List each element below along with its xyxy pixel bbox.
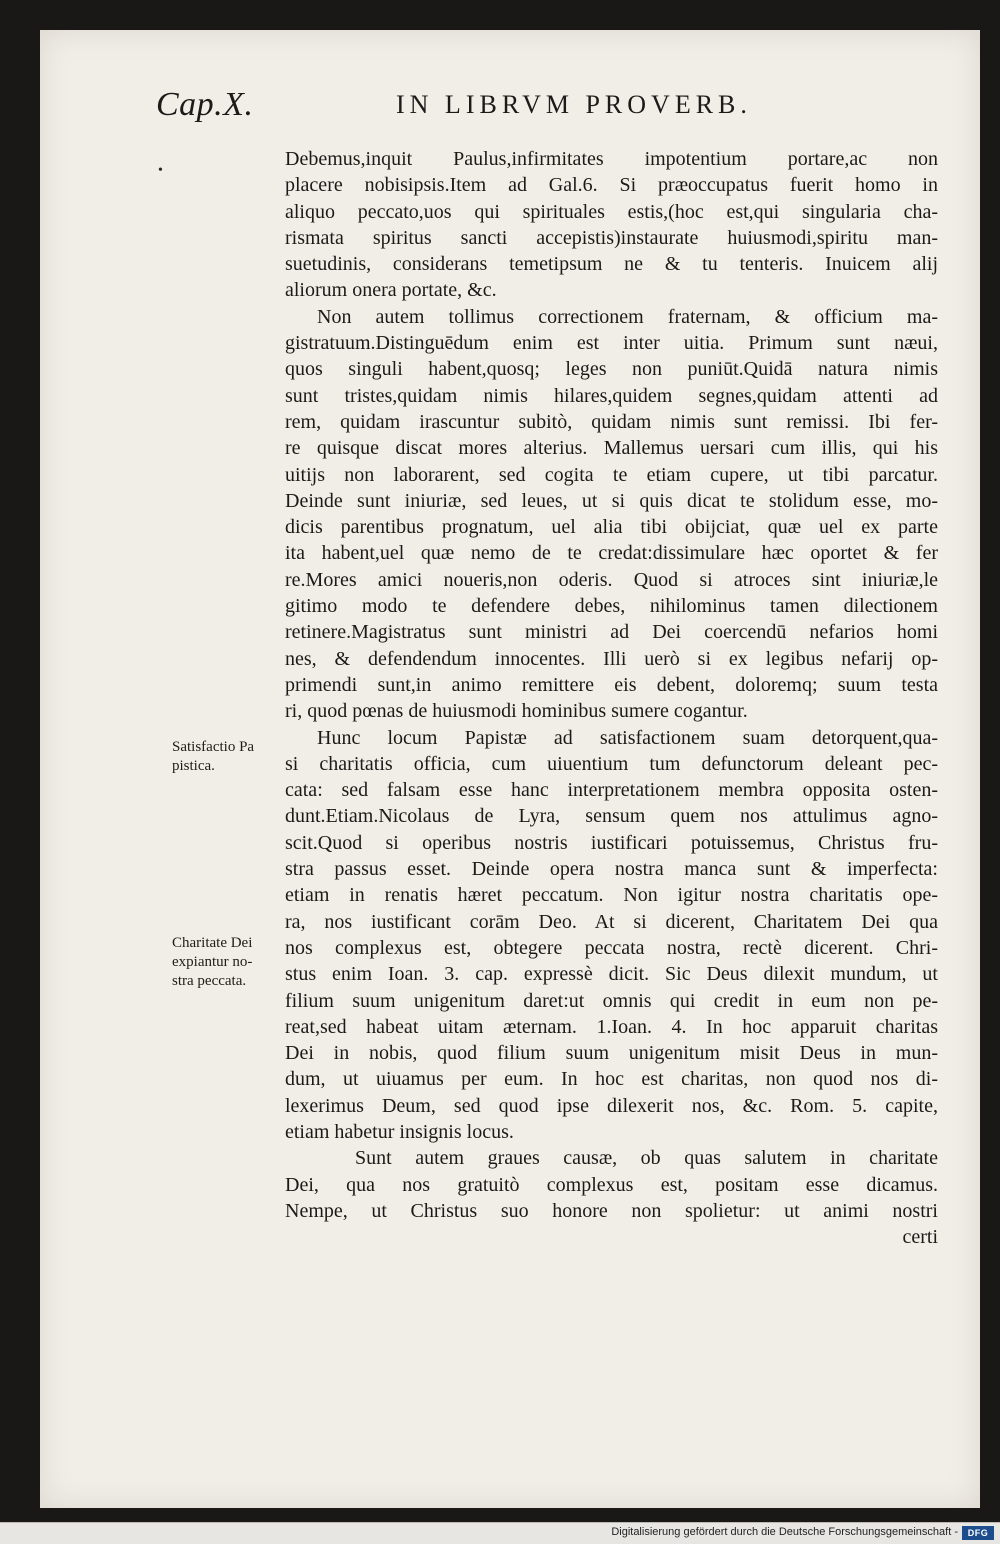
text-line: Nempe, ut Christus suo honore non spolietur: ut animi nostri [285, 1199, 938, 1222]
digitization-footer [0, 1522, 1000, 1544]
text-line: dunt.Etiam.Nicolaus de Lyra, sensum quem nos attulimus agno- [285, 805, 938, 828]
text-line: Dei in nobis, quod filium suum unigenitum misit Deus in mun- [285, 1042, 938, 1065]
margin-note-line: expiantur no- [172, 954, 253, 970]
page-header [126, 86, 886, 134]
margin-bullet: • [158, 163, 163, 178]
margin-note-line: pistica. [172, 758, 215, 774]
text-line: placere nobisipsis.Item ad Gal.6. Si præoccupatus fuerit homo in [285, 174, 938, 197]
text-line: ita habent,uel quæ nemo de te credat:dissimulare hæc oportet & fer [285, 542, 938, 565]
text-line: filium suum unigenitum daret:ut omnis qui credit in eum non pe- [285, 989, 938, 1012]
margin-note-line: Charitate Dei [172, 935, 253, 951]
text-line: etiam habetur insignis locus. [285, 1120, 514, 1143]
text-line: uitijs non laborarent, sed cogita te etiam cupere, ut tibi parcatur. [285, 463, 938, 486]
text-line: etiam in renatis hæret peccatum. Non igitur nostra charitatis ope- [285, 884, 938, 907]
text-line: dum, ut uiuamus per eum. In hoc est charitas, non quod nos di- [285, 1068, 938, 1091]
text-line: rismata spiritus sancti accepistis)instaurate huiusmodi,spiritu man- [285, 226, 938, 249]
text-line: stra passus esset. Deinde opera nostra manca sunt & imperfecta: [285, 858, 938, 881]
text-line: Dei, qua nos gratuitò complexus est, positam esse dicamus. [285, 1173, 938, 1196]
chapter-label: Cap.X. [156, 86, 254, 123]
text-line: aliquo peccato,uos qui spirituales estis,(hoc est,qui singularia cha- [285, 200, 938, 223]
text-line: certi [902, 1226, 938, 1249]
text-line: si charitatis officia, cum uiuentium tum defunctorum deleant pec- [285, 752, 938, 775]
margin-note-charitate [172, 934, 290, 991]
text-line: nes, & defendendum innocentes. Illi uerò si ex legibus nefarij op- [285, 647, 938, 670]
text-line: gistratuum.Distinguēdum enim est inter uitia. Primum sunt næui, [285, 332, 938, 355]
text-line: stus enim Ioan. 3. cap. expressè dicit. Sic Deus dilexit mundum, ut [285, 963, 938, 986]
dfg-logo: DFG [962, 1526, 994, 1540]
funding-credit: Digitalisierung gefördert durch die Deutsche Forschungsgemeinschaft - [611, 1526, 958, 1538]
text-line: dicis parentibus prognatum, uel alia tibi obijciat, quæ uel ex parte [285, 516, 938, 539]
text-line: Non autem tollimus correctionem fraternam, & officium ma- [317, 305, 938, 328]
text-line: rem, quidam irascuntur subitò, quidam nimis sunt remissi. Ibi fer- [285, 410, 938, 433]
text-line: ri, quod pœnas de huiusmodi hominibus sumere cogantur. [285, 700, 748, 723]
text-line: Debemus,inquit Paulus,infirmitates impotentium portare,ac non [285, 148, 938, 170]
text-line: reat,sed habeat uitam æternam. 1.Ioan. 4. In hoc apparuit charitas [285, 1015, 938, 1038]
text-line: re.Mores amici noueris,non oderis. Quod si atroces sint iniuriæ,le [285, 568, 938, 591]
text-line: sunt tristes,quidam nimis hilares,quidem segnes,quidam attenti ad [285, 384, 938, 407]
text-line: aliorum onera portate, &c. [285, 279, 497, 302]
text-line: suetudinis, considerans temetipsum ne & tu tenteris. Inuicem alij [285, 253, 938, 276]
margin-note-line: stra peccata. [172, 973, 247, 989]
text-line: primendi sunt,in animo remittere eis debent, doloremq; suum testa [285, 673, 938, 696]
text-line: retinere.Magistratus sunt ministri ad Dei coercendū nefarios homi [285, 621, 938, 644]
margin-note-line: Satisfactio Pa [172, 739, 255, 755]
margin-note-satisfactio [172, 738, 290, 776]
text-line: re quisque discat mores alterius. Mallemus uersari cum illis, qui his [285, 437, 938, 460]
text-line: lexerimus Deum, sed quod ipse dilexerit nos, &c. Rom. 5. capite, [285, 1094, 938, 1117]
text-line: cata: sed falsam esse hanc interpretationem membra opposita osten- [285, 779, 938, 802]
text-line: Deinde sunt iniuriæ, sed leues, ut si quis dicat te stolidum esse, mo- [285, 489, 938, 512]
text-line: Hunc locum Papistæ ad satisfactionem suam detorquent,qua- [317, 726, 938, 749]
body-text [285, 146, 938, 1250]
text-line: ra, nos iustificant corām Deo. At si dicerent, Charitatem Dei qua [285, 910, 938, 933]
text-line: quos singuli habent,quosq; leges non puniūt.Quidā natura nimis [285, 358, 938, 381]
text-line: scit.Quod si operibus nostris iustificari potuissemus, Christus fru- [285, 831, 938, 854]
text-line: nos complexus est, obtegere peccata nostra, rectè dicerent. Chri- [285, 936, 938, 959]
text-line: Sunt autem graues causæ, ob quas salutem in charitate [355, 1147, 938, 1170]
text-line: gitimo modo te defendere debes, nihilominus tamen dilectionem [285, 595, 938, 618]
running-title: IN LIBRVM PROVERB. [396, 90, 752, 119]
